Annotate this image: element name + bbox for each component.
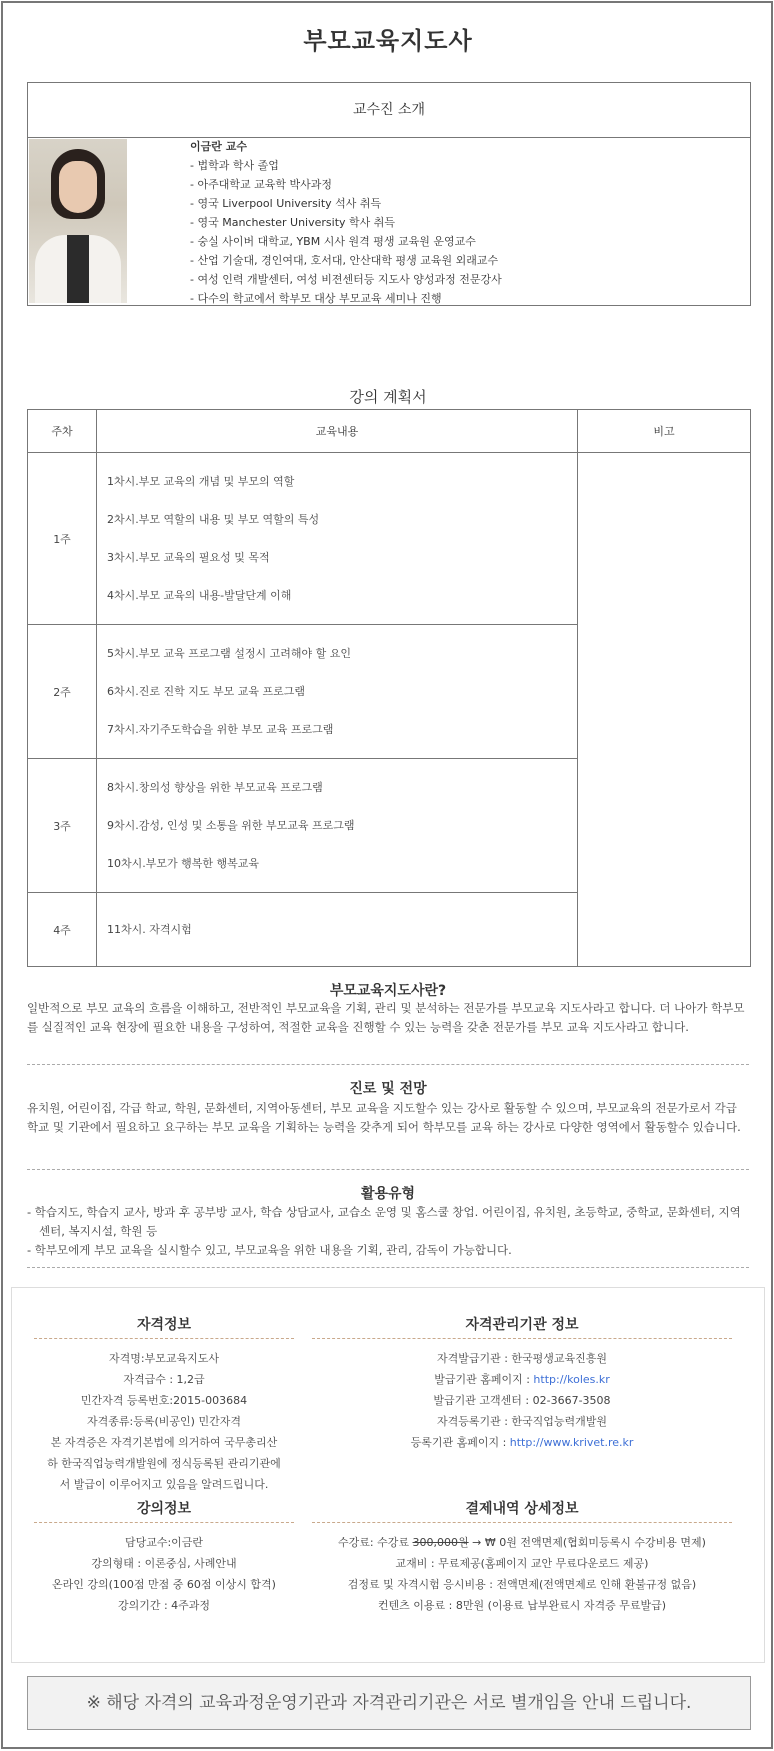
profile-line: - 산업 기술대, 경인여대, 호서대, 안산대학 평생 교육원 외래교수 bbox=[190, 254, 499, 267]
session-item: 6차시.진로 진학 지도 부모 교육 프로그램 bbox=[107, 685, 305, 698]
registrar-homepage-link[interactable]: http://www.krivet.re.kr bbox=[509, 1436, 634, 1449]
session-item: 2차시.부모 역할의 내용 및 부모 역할의 특성 bbox=[107, 513, 320, 526]
issuer-homepage-link[interactable]: http://koles.kr bbox=[533, 1373, 610, 1386]
usage-item: - 학부모에게 부모 교육을 실시할수 있고, 부모교육을 위한 내용을 기획, 관리, 감독이 가능합니다. bbox=[27, 1243, 512, 1257]
info-line: 담당교수:이금란 bbox=[124, 1536, 204, 1549]
profile-line: - 다수의 학교에서 학부모 대상 부모교육 세미나 진행 bbox=[190, 292, 442, 305]
cert-org-body bbox=[312, 1348, 732, 1453]
session-item: 11차시. 자격시험 bbox=[107, 922, 192, 936]
header-content: 교육내용 bbox=[97, 410, 578, 453]
plan-title: 강의 계획서 bbox=[349, 388, 427, 406]
divider bbox=[34, 1522, 294, 1523]
session-item: 9차시.감성, 인성 및 소통을 위한 부모교육 프로그램 bbox=[107, 819, 355, 832]
issuer-phone: 02-3667-3508 bbox=[532, 1394, 611, 1407]
cert-org-title: 자격관리기관 정보 bbox=[465, 1317, 579, 1333]
session-item: 4차시.부모 교육의 내용-발달단계 이해 bbox=[107, 589, 292, 602]
usage-body bbox=[27, 1203, 749, 1260]
info-line: 강의기간 : 4주과정 bbox=[117, 1599, 211, 1612]
cert-info-title: 자격정보 bbox=[136, 1317, 192, 1333]
info-line: 등록기관 홈페이지 : http://www.krivet.re.kr bbox=[410, 1436, 634, 1449]
info-box bbox=[11, 1287, 765, 1663]
content-cell bbox=[97, 893, 578, 967]
page-frame bbox=[1, 1, 773, 1749]
career-title: 진로 및 전망 bbox=[349, 1081, 427, 1097]
session-item: 3차시.부모 교육의 필요성 및 목적 bbox=[107, 551, 270, 564]
info-line: 하 한국직업능력개발원에 정식등록된 관리기관에 bbox=[47, 1457, 281, 1470]
payment-body bbox=[292, 1532, 752, 1616]
info-line: 온라인 강의(100점 만점 중 60점 이상시 합격) bbox=[52, 1578, 276, 1591]
divider bbox=[312, 1338, 732, 1339]
info-line: 강의형태 : 이론중심, 사례안내 bbox=[91, 1557, 237, 1570]
issuer-name: 한국평생교육진흥원 bbox=[511, 1352, 608, 1365]
info-line: 자격등록기관 : 한국직업능력개발원 bbox=[436, 1415, 608, 1428]
info-line: 본 자격증은 자격기본법에 의거하여 국무총리산 bbox=[50, 1436, 278, 1449]
professor-photo bbox=[29, 139, 127, 303]
info-line: 자격급수 : 1,2급 bbox=[123, 1373, 205, 1386]
content-cell bbox=[97, 453, 578, 625]
info-line: 서 발급이 이루어지고 있음을 알려드립니다. bbox=[59, 1478, 269, 1491]
week-cell: 2주 bbox=[28, 625, 97, 759]
profile-line: - 숭실 사이버 대학교, YBM 시사 원격 평생 교육원 운영교수 bbox=[190, 235, 476, 248]
header-note: 비고 bbox=[578, 410, 751, 453]
week-cell: 3주 bbox=[28, 759, 97, 893]
payment-title: 결제내역 상세정보 bbox=[465, 1501, 579, 1517]
career-body: 유치원, 어린이집, 각급 학교, 학원, 문화센터, 지역아동센터, 부모 교육을 지도할수 있는 강사로 활동할 수 있으며, 부모교육의 전문가로서 각급 학교 및 기관에서 필요하고 요구하는 부모 교육을 기획하는 능력을 갖추게 되어 학부모를 교육 하는 강사로 다양한 영역에서 활동할수 있습니다. bbox=[27, 1101, 741, 1134]
divider bbox=[34, 1338, 294, 1339]
faculty-box bbox=[27, 82, 751, 306]
plan-header-row bbox=[28, 410, 751, 453]
plan-table bbox=[27, 409, 751, 967]
usage-item: - 학습지도, 학습지 교사, 방과 후 공부방 교사, 학습 상담교사, 교습소 운영 및 홈스쿨 창업. 어린이집, 유치원, 초등학교, 중학교, 문화센터, 지역 센터, 복지시설, 학원 등 bbox=[27, 1205, 741, 1238]
session-item: 5차시.부모 교육 프로그램 설정시 고려해야 할 요인 bbox=[107, 647, 351, 660]
page-title: 부모교육지도사 bbox=[303, 27, 473, 55]
info-line: 발급기관 고객센터 : 02-3667-3508 bbox=[433, 1394, 611, 1407]
faculty-heading: 교수진 소개 bbox=[28, 83, 750, 138]
profile-line: - 아주대학교 교육학 박사과정 bbox=[190, 178, 332, 191]
divider bbox=[312, 1522, 732, 1523]
info-line: 발급기관 홈페이지 : http://koles.kr bbox=[434, 1373, 610, 1386]
info-line: 검정료 및 자격시험 응시비용 : 전액면제(전액면제로 인해 환불규정 없음) bbox=[347, 1578, 697, 1591]
note-cell bbox=[578, 453, 751, 967]
usage-title: 활용유형 bbox=[360, 1186, 416, 1202]
info-line: 자격종류:등록(비공인) 민간자격 bbox=[87, 1415, 241, 1428]
header-week: 주차 bbox=[28, 410, 97, 453]
content-cell bbox=[97, 625, 578, 759]
original-fee: 300,000원 bbox=[412, 1536, 469, 1549]
week-cell: 1주 bbox=[28, 453, 97, 625]
notice-banner: ※ 해당 자격의 교육과정운영기관과 자격관리기관은 서로 별개임을 안내 드립니다. bbox=[27, 1676, 751, 1730]
divider bbox=[27, 1267, 749, 1268]
lecture-body bbox=[34, 1532, 294, 1616]
profile-line: - 영국 Liverpool University 석사 취득 bbox=[190, 197, 382, 210]
table-row bbox=[28, 453, 751, 625]
profile-line: - 여성 인력 개발센터, 여성 비젼센터등 지도사 양성과정 전문강사 bbox=[190, 273, 502, 286]
divider bbox=[27, 1064, 749, 1065]
profile-line: - 영국 Manchester University 학사 취득 bbox=[190, 216, 396, 229]
faculty-profile bbox=[190, 137, 502, 308]
session-item: 10차시.부모가 행복한 행복교육 bbox=[107, 857, 259, 870]
session-item: 8차시.창의성 향상을 위한 부모교육 프로그램 bbox=[107, 781, 323, 794]
info-line: 자격명:부모교육지도사 bbox=[109, 1352, 219, 1365]
about-title: 부모교육지도사란? bbox=[329, 983, 447, 999]
about-body: 일반적으로 부모 교육의 흐름을 이해하고, 전반적인 부모교육을 기획, 관리 및 분석하는 전문가를 부모교육 지도사라고 합니다. 더 나아가 학부모를 실질적인 교육 현장에 필요한 내용을 구성하여, 적절한 교육을 진행할 수 있는 능력을 갖춘 전문가를 부모 교육 지도사라고 합니다. bbox=[27, 1001, 745, 1034]
info-line: 컨텐츠 이용료 : 8만원 (이용료 납부완료시 자격증 무료발급) bbox=[377, 1599, 667, 1612]
info-line: 교재비 : 무료제공(홈페이지 교안 무료다운로드 제공) bbox=[395, 1557, 649, 1570]
content-cell bbox=[97, 759, 578, 893]
session-item: 1차시.부모 교육의 개념 및 부모의 역할 bbox=[107, 475, 295, 488]
info-line: 민간자격 등록번호:2015-003684 bbox=[80, 1394, 248, 1407]
divider bbox=[27, 1169, 749, 1170]
week-cell: 4주 bbox=[28, 893, 97, 967]
info-line: 자격발급기관 : 한국평생교육진흥원 bbox=[436, 1352, 608, 1365]
registrar-name: 한국직업능력개발원 bbox=[511, 1415, 608, 1428]
profile-line: - 법학과 학사 졸업 bbox=[190, 159, 279, 172]
professor-name: 이금란 교수 bbox=[190, 140, 247, 153]
info-line: 수강료: 수강료 300,000원 → ₩ 0원 전액면제(협회미등록시 수강비용 면제) bbox=[338, 1536, 706, 1549]
session-item: 7차시.자기주도학습을 위한 부모 교육 프로그램 bbox=[107, 723, 334, 736]
lecture-title: 강의정보 bbox=[136, 1501, 192, 1517]
cert-info-body bbox=[34, 1348, 294, 1495]
